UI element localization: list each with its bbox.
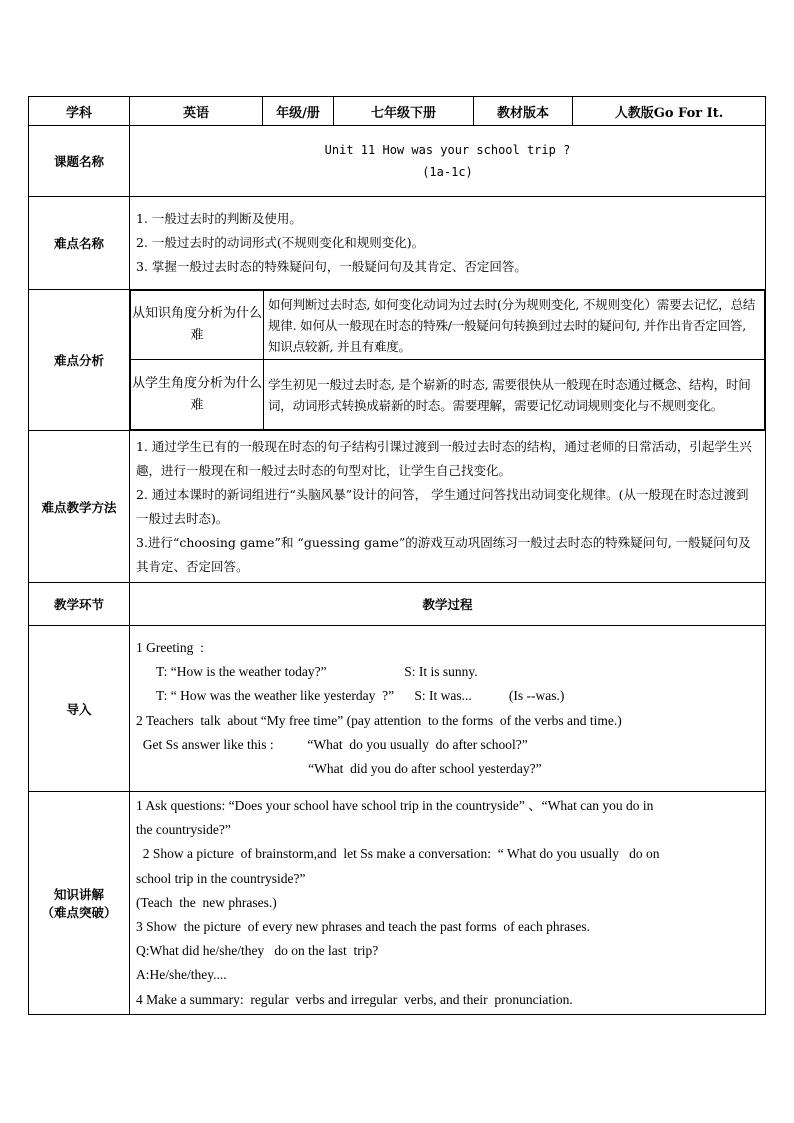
grade-value: 七年级下册 — [334, 97, 474, 126]
intro-line: “What did you do after school yesterday?” — [136, 760, 542, 776]
knowledge-angle-text: 如何判断过去时态, 如何变化动词为过去时(分为规则变化, 不规则变化）需要去记忆，总结规律. 如何从一般现在时态的特殊/一般疑问句转换到过去时的疑问句, 并作出肯否定回答, 知识点较新, 并且有难度。 — [264, 291, 765, 360]
knowledge-line: school trip in the countryside?” — [136, 870, 306, 886]
difficulty-item: 1. 一般过去时的判断及使用。 — [136, 211, 302, 226]
knowledge-angle-label: 从知识角度分析为什么难 — [131, 291, 264, 360]
method-item: 2. 通过本课时的新词组进行“头脑风暴”设计的问答， 学生通过问答找出动词变化规律。(从一般现在时态过渡到一般过去时态)。 — [136, 486, 749, 526]
process-step-label: 教学环节 — [29, 583, 130, 626]
knowledge-line: 1 Ask questions: “Does your school have school trip in the countryside” 、“What can you do in — [136, 798, 654, 813]
method-row — [29, 431, 766, 583]
knowledge-line: 2 Show a picture of brainstorm,and let Ss make a conversation: “ What do you usually do on — [136, 846, 660, 862]
method-label: 难点教学方法 — [29, 431, 130, 583]
intro-line: Get Ss answer like this : “What do you usually do after school?” — [136, 736, 528, 752]
knowledge-content — [130, 792, 766, 1015]
knowledge-row — [29, 792, 766, 1015]
intro-content — [130, 626, 766, 792]
grade-label: 年级/册 — [263, 97, 334, 126]
lesson-plan-table — [28, 96, 766, 1015]
student-angle-label: 从学生角度分析为什么难 — [131, 360, 264, 430]
edition-label: 教材版本 — [474, 97, 573, 126]
process-title: 教学过程 — [130, 583, 766, 626]
analysis-detail — [130, 290, 766, 431]
knowledge-line: A:He/she/they.... — [136, 967, 227, 983]
topic-label: 课题名称 — [29, 126, 130, 197]
knowledge-line: Q:What did he/she/they do on the last trip? — [136, 943, 379, 959]
knowledge-line: 3 Show the picture of every new phrases and teach the past forms of each phrases. — [136, 919, 590, 935]
subject-label: 学科 — [29, 97, 130, 126]
method-list — [130, 431, 766, 583]
intro-line: T: “How is the weather today?” S: It is sunny. — [136, 664, 478, 680]
difficulty-list — [130, 197, 766, 290]
student-angle-text: 学生初见一般过去时态, 是个崭新的时态, 需要很快从一般现在时态通过概念、结构，时间词，动词形式转换成崭新的时态。需要理解，需要记忆动词规则变化与不规则变化。 — [264, 360, 765, 430]
analysis-inner-table — [130, 290, 765, 430]
knowledge-label-line1: 知识讲解 — [53, 886, 104, 902]
intro-label: 导入 — [29, 626, 130, 792]
method-item: 3.进行“choosing game”和 “guessing game”的游戏互动巩固练习一般过去时态的特殊疑问句, 一般疑问句及其肯定、否定回答。 — [136, 534, 751, 574]
method-item: 1. 通过学生已有的一般现在时态的句子结构引课过渡到一般过去时态的结构，通过老师的日常活动，引起学生兴趣，进行一般现在和一般过去时态的句型对比，让学生自己找变化。 — [136, 438, 752, 478]
knowledge-label-line2: （难点突破） — [41, 904, 117, 920]
intro-line: 2 Teachers talk about “My free time” (pay attention to the forms of the verbs and time.) — [136, 712, 622, 728]
difficulty-row — [29, 197, 766, 290]
difficulty-label: 难点名称 — [29, 197, 130, 290]
difficulty-item: 2. 一般过去时的动词形式(不规则变化和规则变化)。 — [136, 235, 425, 250]
header-row — [29, 97, 766, 126]
process-header-row — [29, 583, 766, 626]
intro-line: 1 Greeting : — [136, 639, 204, 655]
knowledge-line: (Teach the new phrases.) — [136, 894, 277, 910]
intro-line: T: “ How was the weather like yesterday ?” S: It was... (Is --was.) — [136, 688, 565, 704]
analysis-label: 难点分析 — [29, 290, 130, 431]
subject-value: 英语 — [130, 97, 263, 126]
intro-row — [29, 626, 766, 792]
difficulty-item: 3. 掌握一般过去时态的特殊疑问句，一般疑问句及其肯定、否定回答。 — [136, 259, 527, 274]
analysis-row — [29, 290, 766, 431]
topic-title-line1: Unit 11 How was your school trip ? — [324, 143, 571, 157]
topic-title — [130, 126, 766, 197]
knowledge-line: the countryside?” — [136, 822, 231, 838]
knowledge-line: 4 Make a summary: regular verbs and irregular verbs, and their pronunciation. — [136, 991, 573, 1007]
topic-title-line2: (1a-1c) — [422, 165, 473, 179]
topic-row — [29, 126, 766, 197]
edition-value: 人教版Go For It. — [573, 97, 766, 126]
knowledge-label — [29, 792, 130, 1015]
